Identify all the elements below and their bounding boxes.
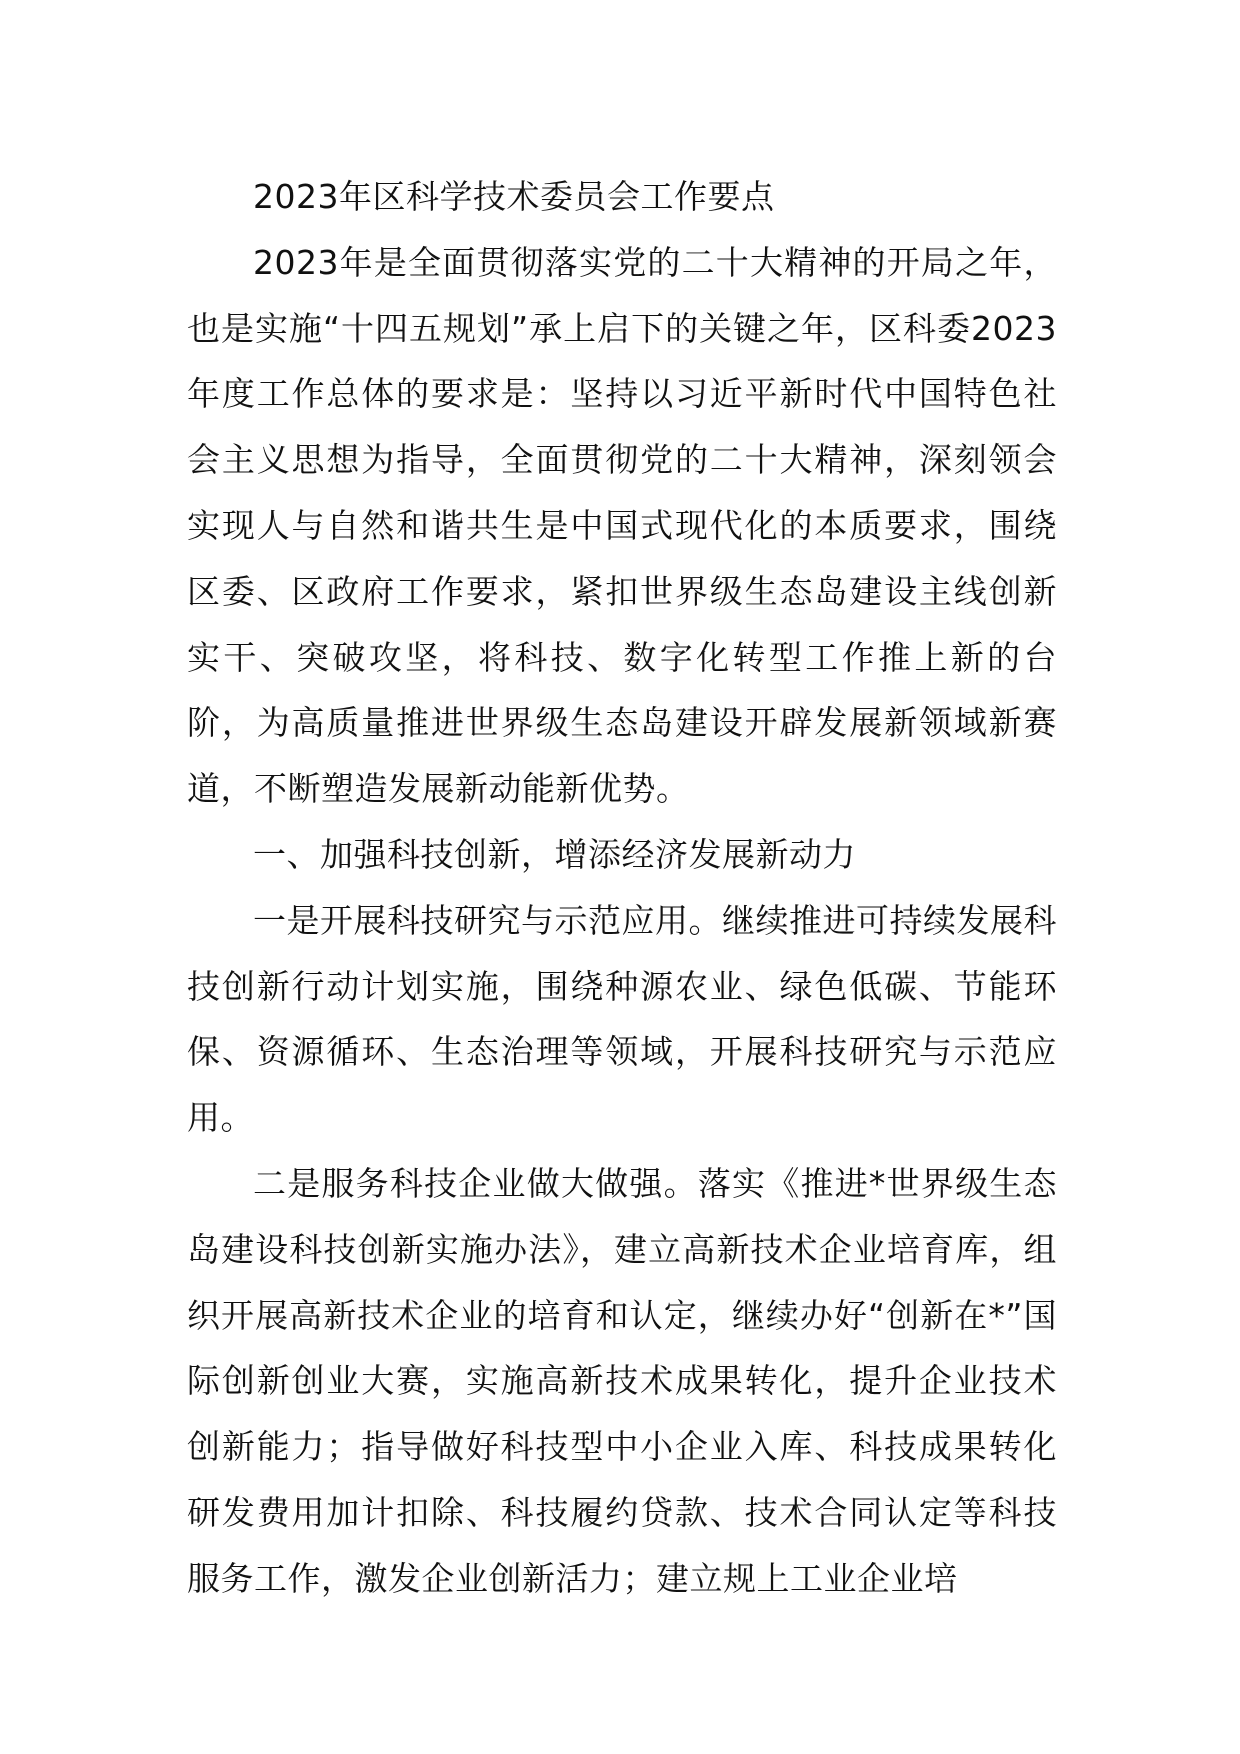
document-page: [187, 164, 1057, 1612]
intro-paragraph: 2023年是全面贯彻落实党的二十大精神的开局之年，也是实施“十四五规划”承上启下的关键之年，区科委2023年度工作总体的要求是：坚持以习近平新时代中国特色社会主义思想为指导，全面贯彻党的二十大精神，深刻领会实现人与自然和谐共生是中国式现代化的本质要求，围绕区委、区政府工作要求，紧扣世界级生态岛建设主线创新实干、突破攻坚，将科技、数字化转型工作推上新的台阶，为高质量推进世界级生态岛建设开辟发展新领域新赛道，不断塑造发展新动能新优势。: [187, 242, 1057, 809]
item-paragraph-2: 二是服务科技企业做大做强。落实《推进*世界级生态岛建设科技创新实施办法》，建立高新技术企业培育库，组织开展高新技术企业的培育和认定，继续办好“创新在*”国际创新创业大赛，实施高新技术成果转化，提升企业技术创新能力；指导做好科技型中小企业入库、科技成果转化研发费用加计扣除、科技履约贷款、技术合同认定等科技服务工作，激发企业创新活力；建立规上工业企业培: [187, 1163, 1057, 1598]
section-heading: 一、加强科技创新，增添经济发展新动力: [253, 834, 856, 874]
document-title: 2023年区科学技术委员会工作要点: [253, 177, 775, 216]
item-paragraph-1: 一是开展科技研究与示范应用。继续推进可持续发展科技创新行动计划实施，围绕种源农业、绿色低碳、节能环保、资源循环、生态治理等领域，开展科技研究与示范应用。: [187, 900, 1057, 1138]
